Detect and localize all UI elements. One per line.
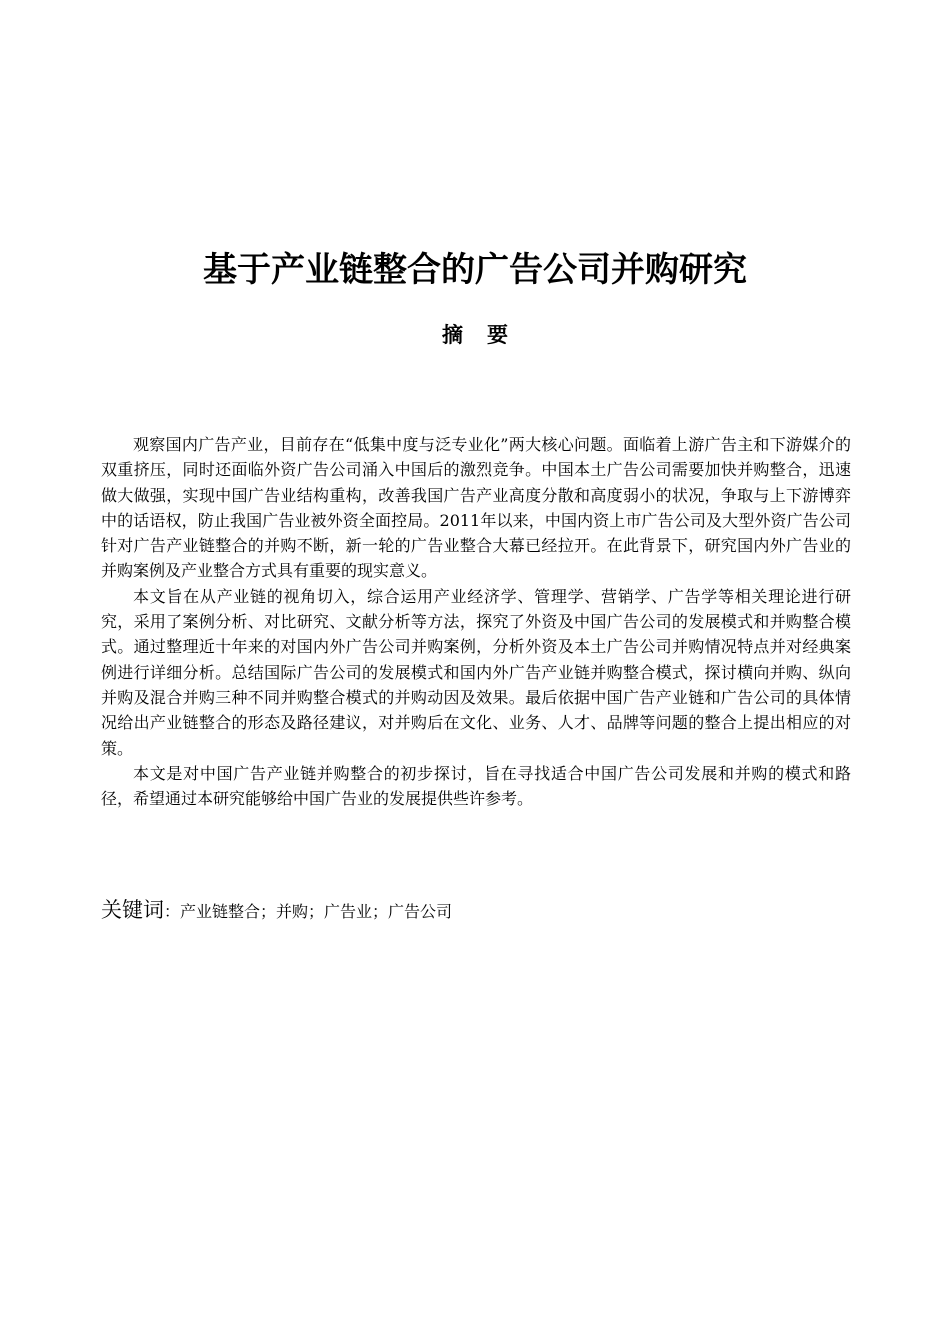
abstract-paragraph: 观察国内广告产业，目前存在“低集中度与泛专业化”两大核心问题。面临着上游广告主和下游媒介的双重挤压，同时还面临外资广告公司涌入中国后的激烈竞争。中国本土广告公司需要加快并购整合，迅速做大做强，实现中国广告业结构重构，改善我国广告产业高度分散和高度弱小的状况，争取与上下游博弈中的话语权，防止我国广告业被外资全面控局。2011年以来，中国内资上市广告公司及大型外资广告公司针对广告产业链整合的并购不断，新一轮的广告业整合大幕已经拉开。在此背景下，研究国内外广告业的并购案例及产业整合方式具有重要的现实意义。 [101, 435, 851, 581]
page-title: 基于产业链整合的广告公司并购研究 [203, 250, 747, 290]
keywords-label: 关键词 [101, 898, 164, 922]
abstract-paragraph: 本文旨在从产业链的视角切入，综合运用产业经济学、管理学、营销学、广告学等相关理论进行研究，采用了案例分析、对比研究、文献分析等方法，探究了外资及中国广告公司的发展模式和并购整合模式。通过整理近十年来的对国内外广告公司并购案例，分析外资及本土广告公司并购情况特点并对经典案例进行详细分析。总结国际广告公司的发展模式和国内外广告产业链并购整合模式，探讨横向并购、纵向并购及混合并购三种不同并购整合模式的并购动因及效果。最后依据中国广告产业链和广告公司的具体情况给出产业链整合的形态及路径建议，对并购后在文化、业务、人才、品牌等问题的整合上提出相应的对策。 [101, 586, 851, 758]
keywords-separator: ： [164, 902, 181, 921]
keywords-line [101, 895, 851, 927]
keywords-list: 产业链整合；并购；广告业；广告公司 [180, 902, 453, 921]
abstract-paragraph: 本文是对中国广告产业链并购整合的初步探讨，旨在寻找适合中国广告公司发展和并购的模式和路径，希望通过本研究能够给中国广告业的发展提供些许参考。 [101, 763, 851, 809]
abstract-heading: 摘要 [442, 323, 532, 347]
abstract-body [101, 432, 851, 811]
